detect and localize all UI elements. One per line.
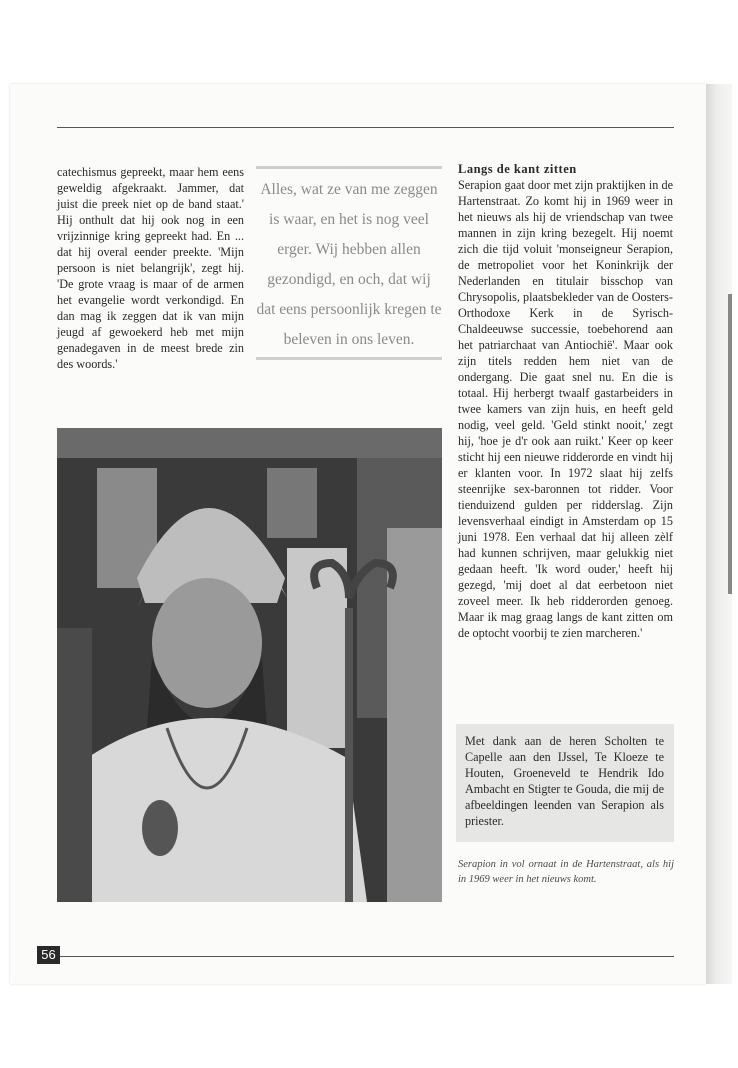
facing-page-edge [706,84,732,984]
pull-quote: Alles, wat ze van me zeggen is waar, en het is nog veel erger. Wij hebben allen gezondigd, en och, dat wij dat eens persoonlijk kregen te beleven in ons leven. [256,166,442,360]
top-rule [57,127,674,128]
edge-marker [728,294,732,594]
acknowledgement-text: Met dank aan de heren Scholten te Capelle aan den IJssel, Te Kloeze te Houten, Groeneveld te Hendrik Ido Ambacht en Stigter te Gouda, die mij de afbeeldingen leenden van Serapion als priester. [465,734,664,828]
section-heading: Langs de kant zitten [458,162,577,176]
photo-illustration [57,428,442,902]
column-right [458,161,673,641]
photo-serapion [57,428,442,902]
bottom-rule [60,956,674,957]
column-right-text: Serapion gaat door met zijn praktijken in de Hartenstraat. Zo komt hij in 1969 weer in het nieuws als hij de vriendschap van twee mannen in zijn kring bezegelt. Hij noemt zich die tijd voluit 'monseigneur Serapion, de metropoliet voor het Koninkrijk der Nederlanden en titulair bisschop van Chrysopolis, plaatsbekleder van de Oosters-Orthodoxe Kerk in de Syrisch-Chaldeeuwse successie, toebehorend aan het patriarchaat van Antiochië'. Maar ook zijn titels redden hem niet van de ondergang. Die gaat snel nu. En die is totaal. Hij herbergt twaalf gastarbeiders in twee kamers van zijn huis, en heeft geld nodig, veel geld. 'Geld stinkt nooit,' zegt hij, 'hoe je d'r ook aan ruikt.' Keer op keer sticht hij een nieuwe ridderorde en vindt hij er klanten voor. In 1972 slaat hij zelfs steenrijke sex-baronnen tot ridder. Voor tienduizend gulden per ridderslag. Zijn levensverhaal eindigt in Amsterdam op 15 juni 1978. Een verhaal dat hij alleen zèlf had kunnen schrijven, maar gelukkig niet gedaan heeft. 'Ik word ouder,' heeft hij gezegd, 'mij doet al dat eerbetoon niet zoveel meer. Ik heb ridderorden genoeg. Maar ik mag graag langs de kant zitten om de optocht voorbij te zien marcheren.' [458,178,673,640]
photo-caption: Serapion in vol ornaat in de Hartenstraat, als hij in 1969 weer in het nieuws komt. [458,859,674,885]
acknowledgement-box [456,724,674,842]
page-number: 56 [37,946,60,964]
column-left [57,164,244,372]
column-left-text: catechismus gepreekt, maar hem eens geweldig afgekraakt. Jammer, dat juist die preek niet op de band staat.' Hij onthult dat hij ook nog in een vrijzinnige kring gepreekt had. En ... dat hij overal eender preekte. 'Mijn persoon is niet belangrijk', zegt hij. 'De grote vraag is maar of de armen het evangelie wordt verkondigd. En dan mag ik zeggen dat ik van mijn jeugd af gewoekerd heb met mijn genadegaven in de meest brede zin des woords.' [57,165,244,371]
